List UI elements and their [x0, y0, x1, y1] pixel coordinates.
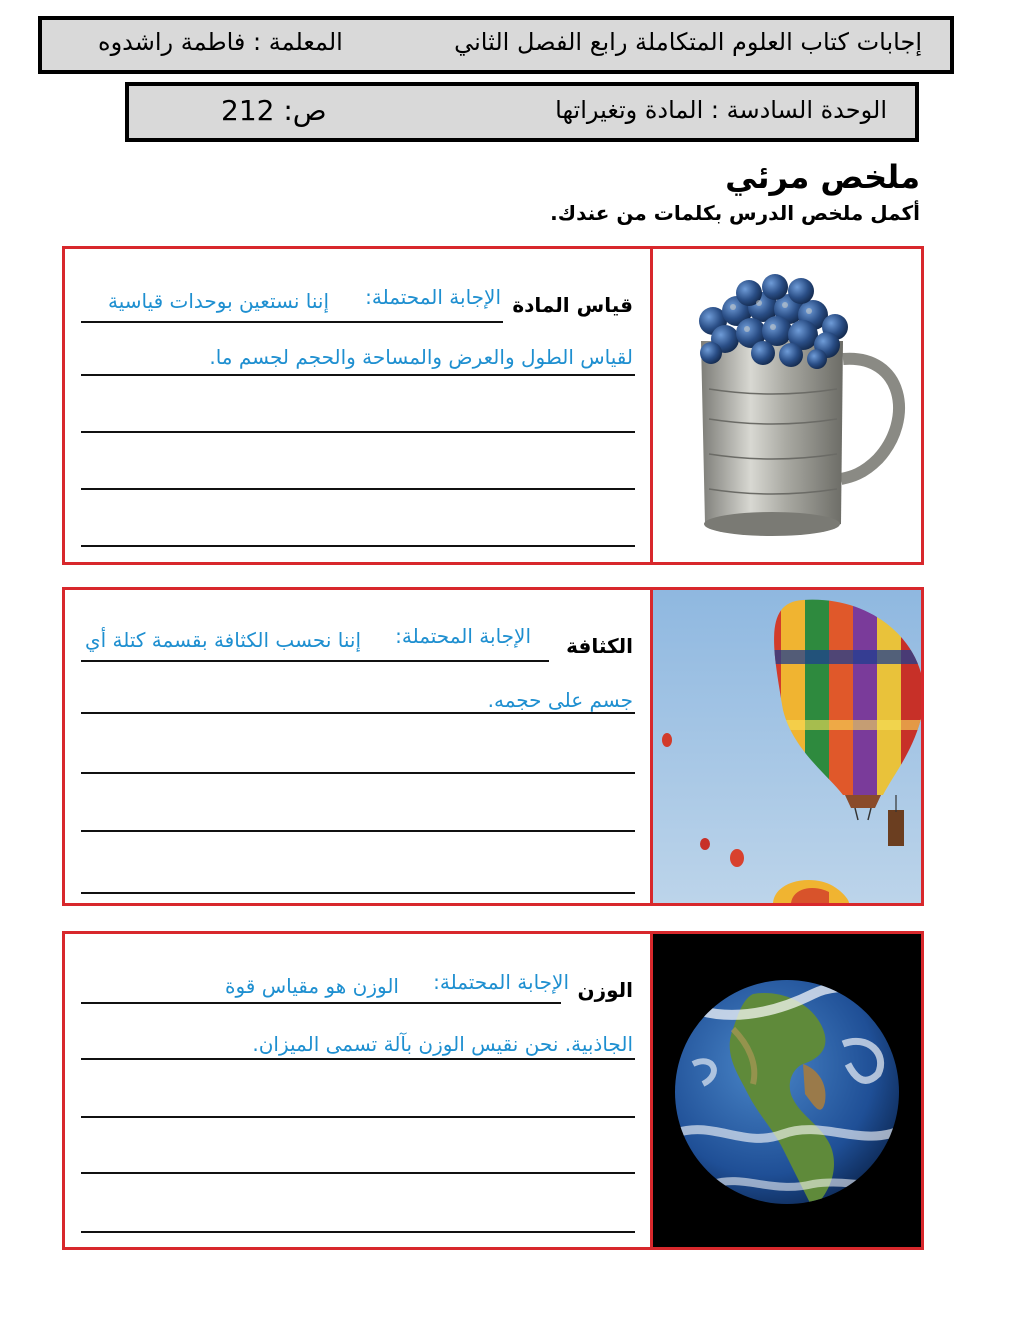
answer-label: الإجابة المحتملة: [395, 624, 531, 648]
answer-line-1: الوزن هو مقياس قوة [224, 974, 399, 998]
hot-air-balloon-icon [653, 590, 921, 903]
panel-weight [62, 931, 924, 1250]
answer-label: الإجابة المحتملة: [433, 970, 569, 994]
header-teacher: المعلمة : فاطمة راشدوه [98, 28, 343, 56]
blueberry-cup-icon [653, 249, 921, 562]
blank-line [81, 772, 635, 774]
earth-icon [653, 934, 921, 1247]
term-label: قياس المادة [512, 293, 633, 317]
term-label: الكثافة [566, 634, 633, 658]
header-title: إجابات كتاب العلوم المتكاملة رابع الفصل الثاني [454, 28, 922, 56]
panel-measuring-matter [62, 246, 924, 565]
subheader-box [125, 82, 919, 142]
answer-underline [81, 660, 549, 662]
answer-line-2: لقياس الطول والعرض والمساحة والحجم لجسم ما. [209, 345, 633, 369]
answer-line-1: إننا نستعين بوحدات قياسية [107, 289, 329, 313]
blank-line [81, 1172, 635, 1174]
blank-line [81, 1231, 635, 1233]
answer-underline [81, 374, 635, 376]
page-number: ص: 212 [221, 94, 327, 127]
blank-line [81, 892, 635, 894]
panel-density [62, 587, 924, 906]
blank-line [81, 545, 635, 547]
term-label: الوزن [577, 978, 633, 1002]
section-instruction: أكمل ملخص الدرس بكلمات من عندك. [550, 201, 920, 225]
answer-line-1: إننا نحسب الكثافة بقسمة كتلة أي [84, 628, 361, 652]
answer-underline [81, 1002, 561, 1004]
blank-line [81, 431, 635, 433]
answer-underline [81, 321, 503, 323]
blank-line [81, 488, 635, 490]
section-title: ملخص مرئي [725, 158, 920, 196]
answer-line-2: جسم على حجمه. [487, 688, 633, 712]
answer-underline [81, 712, 635, 714]
blank-line [81, 830, 635, 832]
header-box [38, 16, 954, 74]
answer-label: الإجابة المحتملة: [365, 285, 501, 309]
answer-underline [81, 1058, 635, 1060]
answer-line-2: الجاذبية. نحن نقيس الوزن بآلة تسمى الميزان. [252, 1032, 633, 1056]
unit-title: الوحدة السادسة : المادة وتغيراتها [555, 96, 887, 124]
blank-line [81, 1116, 635, 1118]
